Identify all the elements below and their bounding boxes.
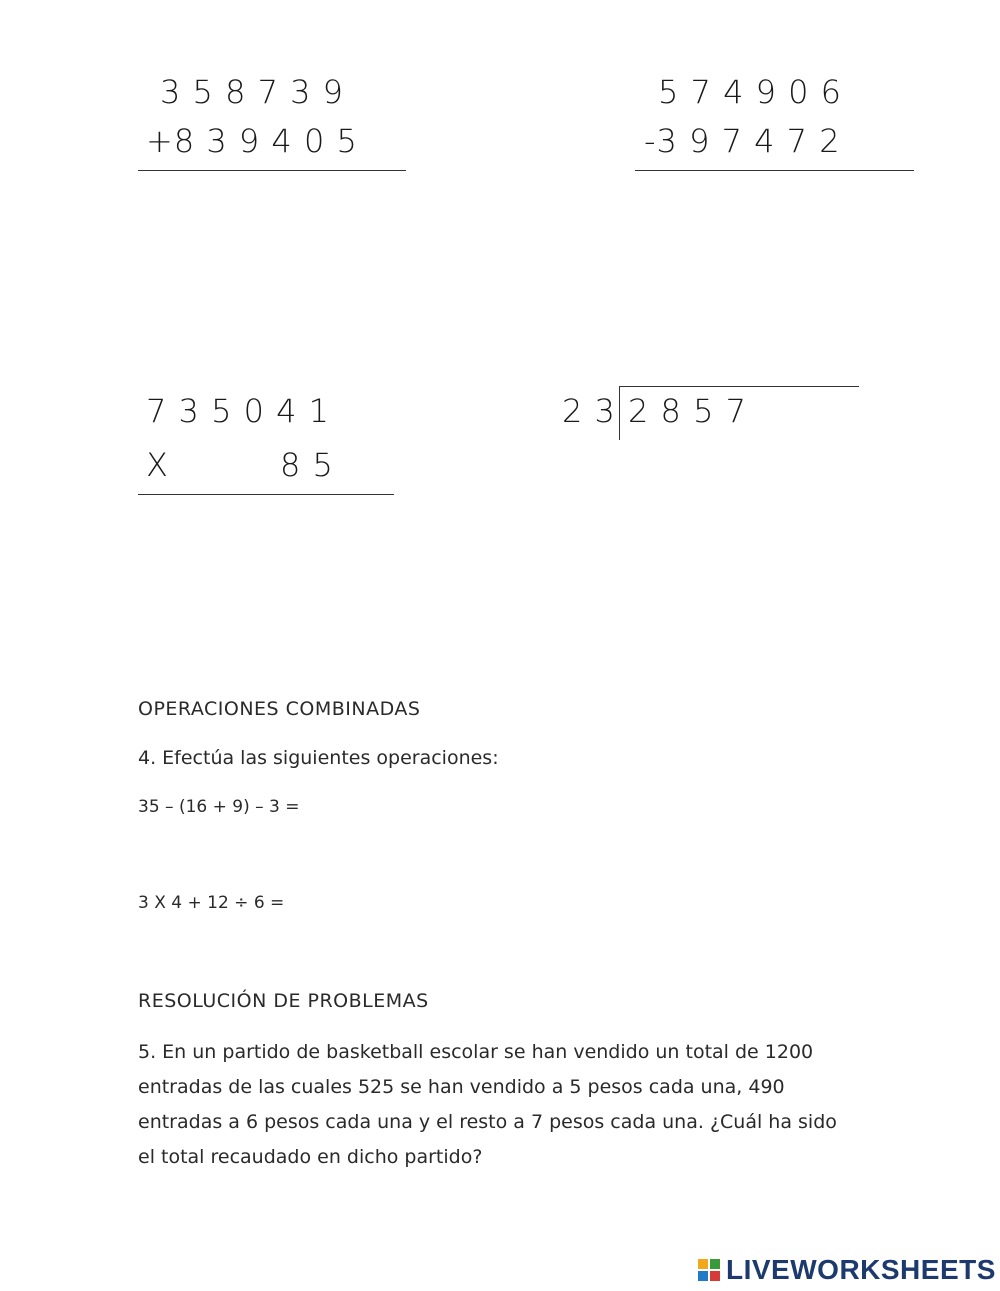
liveworksheets-logo <box>698 1254 996 1286</box>
section-heading-problems: RESOLUCIÓN DE PROBLEMAS <box>138 990 429 1012</box>
multiplication-top-number: 7 3 5 0 4 1 <box>146 392 331 430</box>
multiplication-bottom-number: 8 5 <box>280 446 334 484</box>
division-dividend: 2 8 5 7 <box>628 392 747 430</box>
addition-bottom-number: +8 3 9 4 0 5 <box>146 122 358 160</box>
subtraction-bottom-number: -3 9 7 4 7 2 <box>644 122 841 160</box>
combined-expression-2: 3 X 4 + 12 ÷ 6 = <box>138 893 285 913</box>
multiplication-operator: X <box>146 446 169 484</box>
multiplication-result-line <box>138 494 394 495</box>
addition-result-line <box>138 170 406 171</box>
division-bracket-horizontal <box>619 386 859 387</box>
division-bracket-vertical <box>619 387 620 440</box>
combined-expression-1: 35 – (16 + 9) – 3 = <box>138 797 300 817</box>
subtraction-top-number: 5 7 4 9 0 6 <box>658 73 843 111</box>
problem-5-text: 5. En un partido de basketball escolar se han vendido un total de 1200 entradas de las cuales 525 se han vendido a 5 pesos cada una, 490 entradas a 6 pesos cada una y el resto a 7 pesos cada una. ¿Cuál ha sido el total recaudado en dicho partido? <box>138 1041 837 1168</box>
combined-instruction: 4. Efectúa las siguientes operaciones: <box>138 747 499 769</box>
section-heading-combined: OPERACIONES COMBINADAS <box>138 698 421 720</box>
liveworksheets-logo-text: LIVEWORKSHEETS <box>726 1254 996 1285</box>
addition-top-number: 3 5 8 7 3 9 <box>160 73 345 111</box>
subtraction-result-line <box>635 170 914 171</box>
division-divisor: 2 3 <box>562 392 616 430</box>
liveworksheets-logo-icon <box>698 1259 720 1281</box>
